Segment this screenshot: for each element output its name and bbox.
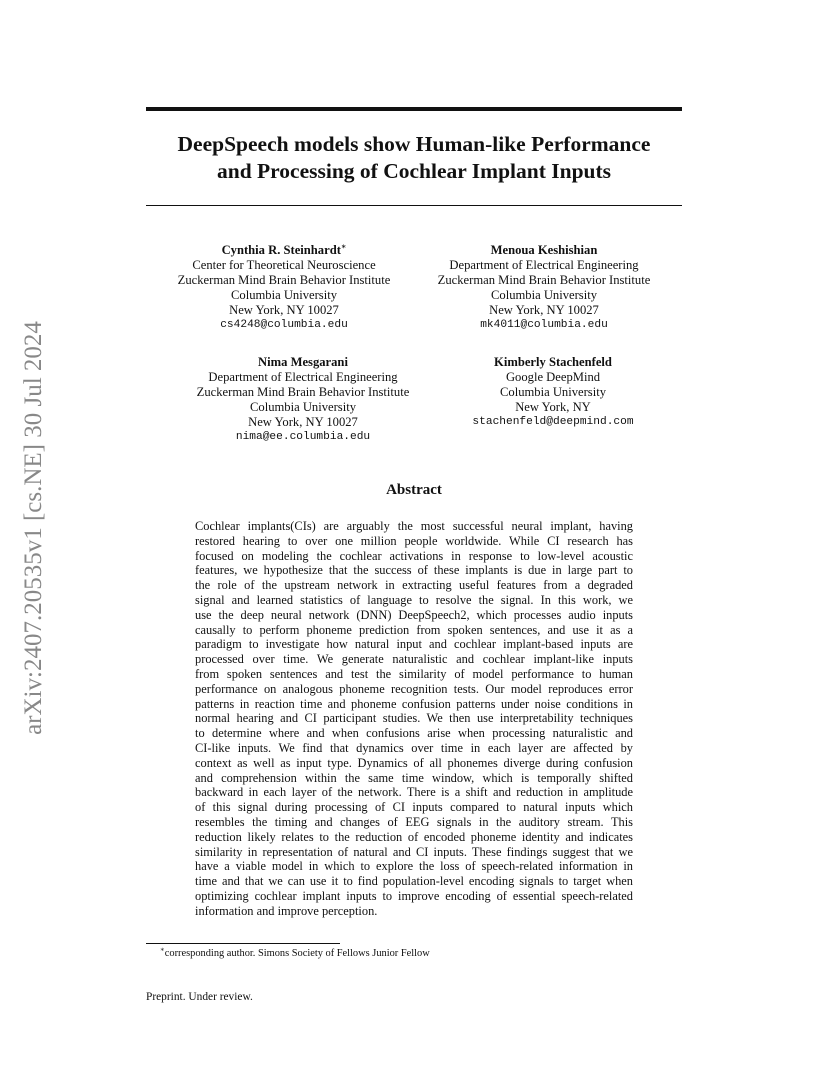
- author-email: nima@ee.columbia.edu: [235, 431, 371, 443]
- abstract-line: information and improve perception.: [195, 903, 378, 918]
- abstract-line: from spoken sentences and test the similarity of model performance to human: [195, 666, 633, 681]
- author-affiliation-line: Columbia University: [491, 288, 597, 302]
- abstract-line: optimizing cochlear implant inputs to improve encoding of essential speech-related: [195, 888, 633, 903]
- author-affiliation-line: New York, NY 10027: [489, 303, 599, 317]
- abstract-line: have a viable model in which to explore the loss of speech-related information in: [195, 859, 633, 874]
- abstract-heading: Abstract: [386, 482, 442, 498]
- author-affiliation-line: Columbia University: [500, 385, 606, 399]
- author-affiliation-line: Google DeepMind: [505, 370, 601, 384]
- title-bottom-rule: [146, 205, 682, 206]
- author-affiliation-line: Zuckerman Mind Brain Behavior Institute: [196, 385, 410, 399]
- author-name: Nima Mesgarani: [258, 355, 348, 369]
- abstract-line: normal hearing and CI participant studies. We then use interpretability techniques: [195, 711, 633, 726]
- abstract-line: Cochlear implants(CIs) are arguably the most successful neural implant, having: [195, 519, 633, 533]
- abstract-line: context as well as input type. Dynamics of all phonemes diverge during confusion: [195, 755, 633, 770]
- abstract-text: [195, 519, 633, 919]
- author-affiliation-line: Columbia University: [250, 400, 356, 414]
- abstract-line: patterns in reaction time and phoneme confusion patterns under noise conditions in: [195, 696, 633, 711]
- footnote-text: corresponding author. Simons Society of Fellows Junior Fellow: [164, 948, 430, 959]
- title-top-rule: [146, 107, 682, 111]
- abstract-line: use the deep neural network (DNN) DeepSpeech2, which processes audio inputs: [195, 607, 633, 622]
- footnote: [160, 945, 430, 959]
- author-block: [403, 355, 703, 430]
- abstract-line: similarity in representation of natural and CI inputs. These findings suggest that we: [195, 844, 633, 859]
- abstract-line: performance on analogous phoneme recognition tests. Our model reproduces error: [195, 681, 633, 696]
- author-name: Menoua Keshishian: [490, 243, 598, 257]
- author-affiliation-line: Zuckerman Mind Brain Behavior Institute: [437, 273, 651, 287]
- paper-title: [146, 131, 682, 185]
- abstract-line: and comprehension within the same time window, which is temporally shifted: [195, 770, 633, 785]
- author-name: Kimberly Stachenfeld: [494, 355, 612, 369]
- footnote-rule: [146, 943, 340, 944]
- author-affiliation-line: Department of Electrical Engineering: [449, 258, 639, 272]
- footnote-marker: ∗: [340, 241, 347, 251]
- author-block: [134, 243, 434, 333]
- abstract-line: the role of the upstream network in extracting useful features from a degraded: [195, 578, 633, 593]
- abstract-line: CI-like inputs. We find that dynamics over time in each layer are affected by: [195, 740, 633, 755]
- author-affiliation-line: Center for Theoretical Neuroscience: [192, 258, 376, 272]
- abstract-line: features, we hypothesize that the success of these implants is due in large part to: [195, 563, 633, 578]
- title-line: DeepSpeech models show Human-like Performance: [177, 132, 651, 156]
- abstract-line: reduction likely relates to the reduction of encoded phoneme identity and indicates: [195, 829, 633, 844]
- abstract-line: to determine where and when confusions arise when processing naturalistic and: [195, 726, 633, 741]
- author-email: mk4011@columbia.edu: [480, 319, 608, 331]
- author-email: cs4248@columbia.edu: [220, 319, 348, 331]
- preprint-note: Preprint. Under review.: [146, 991, 253, 1003]
- author-affiliation-line: New York, NY 10027: [229, 303, 339, 317]
- abstract-line: causally to perform phoneme prediction from spoken sentences, and use it as a: [195, 622, 633, 637]
- title-line: and Processing of Cochlear Implant Inputs: [216, 159, 612, 183]
- abstract-line: time and that we can use it to find population-level encoding signals to target when: [195, 874, 633, 889]
- author-affiliation-line: New York, NY: [515, 400, 591, 414]
- abstract-line: paradigm to investigate how natural input and cochlear implant-based inputs are: [195, 637, 633, 652]
- author-name: Cynthia R. Steinhardt∗: [221, 241, 347, 257]
- author-block: [394, 243, 694, 333]
- author-affiliation-line: Zuckerman Mind Brain Behavior Institute: [177, 273, 391, 287]
- abstract-line: resembles the timing and changes of EEG signals in the auditory stream. This: [195, 814, 633, 829]
- footnote-marker: ∗: [160, 945, 165, 954]
- abstract-line: restored hearing to over one million people worldwide. While CI research has: [195, 533, 633, 548]
- author-email: stachenfeld@deepmind.com: [472, 416, 634, 428]
- author-affiliation-line: Department of Electrical Engineering: [208, 370, 398, 384]
- author-affiliation-line: New York, NY 10027: [248, 415, 358, 429]
- abstract-line: signal and learned statistics of language to resolve the signal. In this work, we: [195, 592, 633, 607]
- author-affiliation-line: Columbia University: [231, 288, 337, 302]
- abstract-line: processed over time. We generate naturalistic and cochlear implant-like inputs: [195, 652, 633, 667]
- abstract-line: of this signal during processing of CI inputs compared to natural inputs which: [195, 800, 633, 815]
- abstract-line: focused on modeling the cochlear activations in response to low-level acoustic: [195, 548, 633, 563]
- abstract-line: backward in each layer of the network. There is a shift and reduction in amplitude: [195, 785, 633, 800]
- arxiv-stamp-text: arXiv:2407.20535v1 [cs.NE] 30 Jul 2024: [20, 321, 47, 735]
